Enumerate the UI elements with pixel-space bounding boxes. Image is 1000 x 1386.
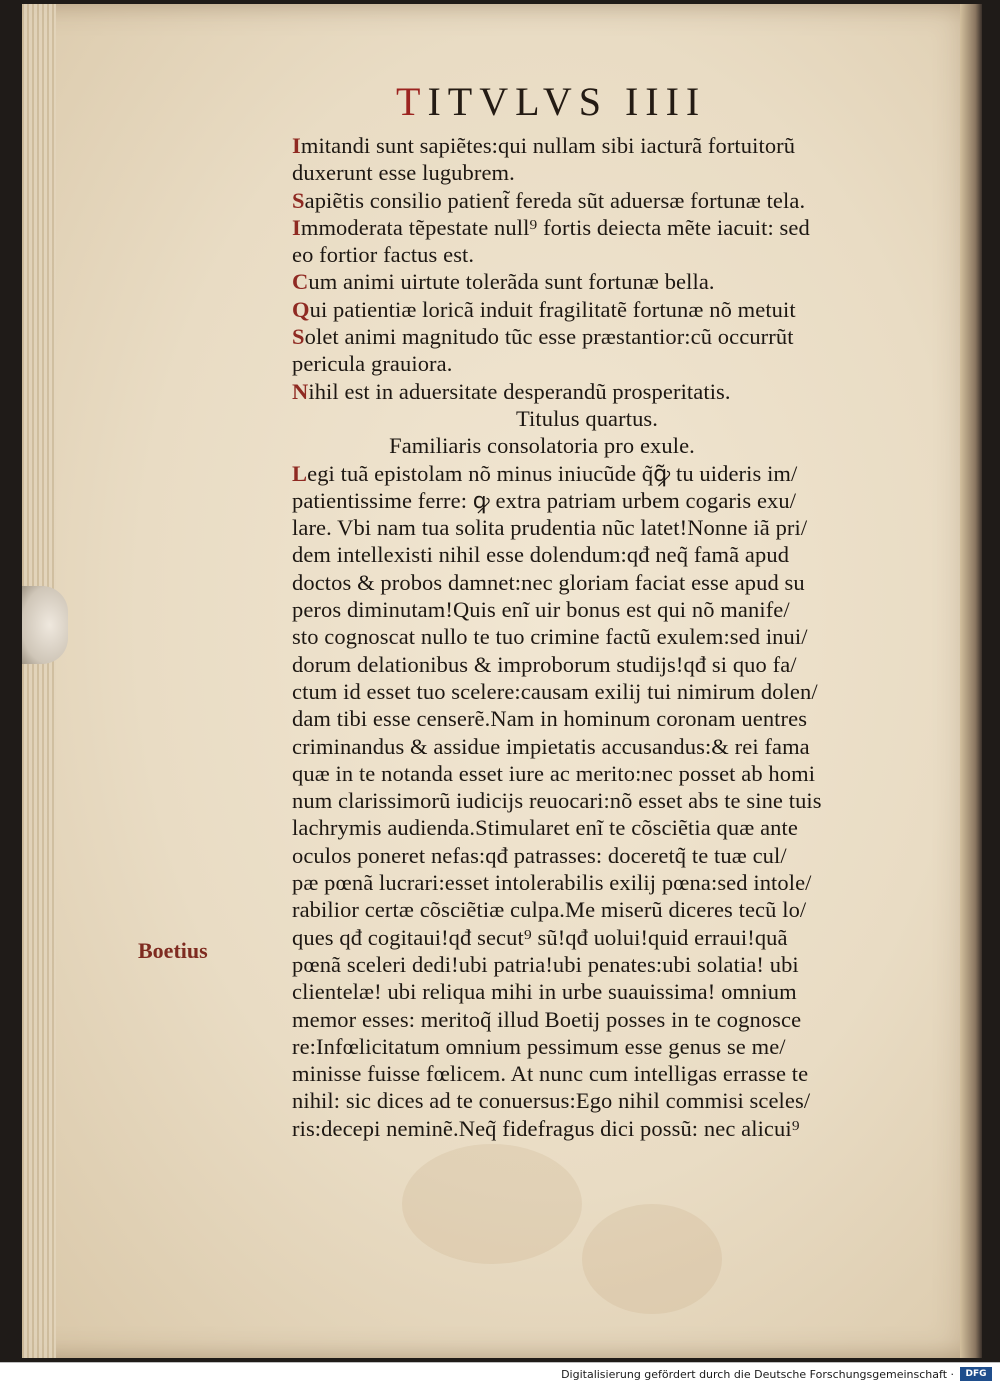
- text-line: [292, 896, 912, 923]
- rubric-initial: S: [292, 187, 305, 213]
- rubric-initial: I: [292, 214, 301, 240]
- text-block: [292, 132, 912, 1142]
- line-text: lare. Vbi nam tua solita prudentia nũc latet!Nonne iã pri/: [292, 515, 808, 541]
- text-line: [292, 651, 912, 678]
- text-line: [292, 350, 912, 377]
- text-line: [292, 842, 912, 869]
- book-clasp: [22, 586, 68, 664]
- text-line: [292, 596, 912, 623]
- line-text: nihil: sic dices ad te conuersus:Ego nihil commisi sceles/: [292, 1088, 811, 1114]
- text-line: [292, 187, 912, 214]
- text-line: [292, 460, 912, 487]
- line-text: ques qđ cogitaui!qđ secut⁹ sũ!qđ uolui!quid erraui!quã: [292, 924, 788, 950]
- line-text: sto cognoscat nullo te tuo crimine factũ exulem:sed inui/: [292, 624, 808, 650]
- line-text: pericula grauiora.: [292, 351, 453, 377]
- text-line: [292, 787, 912, 814]
- page-gutter-right: [960, 4, 982, 1358]
- text-line: [292, 296, 912, 323]
- text-line: [292, 678, 912, 705]
- line-text: eo fortior factus est.: [292, 242, 475, 268]
- text-line: [292, 924, 912, 951]
- text-line: [292, 733, 912, 760]
- page-edges-left: [22, 4, 56, 1358]
- line-text: ctum id esset tuo scelere:causam exilij tui nimirum dolen/: [292, 678, 818, 704]
- text-line: [292, 623, 912, 650]
- text-line: [292, 1060, 912, 1087]
- text-line: [292, 1087, 912, 1114]
- text-line: [292, 1033, 912, 1060]
- line-text: num clarissimorũ iudicijs reuocari:nõ esset abs te sine tuis: [292, 788, 822, 814]
- text-line: [292, 978, 912, 1005]
- text-line: [292, 241, 912, 268]
- rubric-initial: S: [292, 324, 305, 350]
- line-text: duxerunt esse lugubrem.: [292, 160, 515, 186]
- line-text: dam tibi esse censerẽ.Nam in hominum coronam uentres: [292, 706, 808, 732]
- text-line: [292, 268, 912, 295]
- line-text: apiẽtis consilio patient̃ fereda sũt aduersæ fortunæ tela.: [304, 187, 806, 213]
- paper-stain: [582, 1204, 722, 1314]
- line-text: patientissime ferre: ꝙ extra patriam urbem cogaris exu/: [292, 487, 797, 513]
- line-text: doctos & probos damnet:nec gloriam faciat esse apud su: [292, 569, 805, 595]
- text-line: [292, 432, 912, 459]
- line-text: quæ in te notanda esset iure ac merito:nec posset ab homi: [292, 760, 816, 786]
- text-line: [292, 405, 912, 432]
- line-text: dem intellexisti nihil esse dolendum:qđ neq̃ famã apud: [292, 542, 790, 568]
- rubric-initial: I: [292, 133, 301, 158]
- text-line: [292, 569, 912, 596]
- title-initial: T: [396, 79, 428, 124]
- text-line: [292, 1115, 912, 1142]
- line-text: lachrymis audienda.Stimularet enĩ te cõsciẽtia quæ ante: [292, 815, 798, 841]
- line-text: ihil est in aduersitate desperandũ prosperitatis.: [308, 378, 731, 404]
- rubric-initial: Q: [292, 296, 310, 322]
- text-line: [292, 1006, 912, 1033]
- rubric-initial: C: [292, 269, 309, 295]
- line-text: olet animi magnitudo tũc esse præstantior:cũ occurrũt: [304, 324, 794, 350]
- line-text: rabilior certæ cõsciẽtiæ culpa.Me miserũ diceres tecũ lo/: [292, 897, 807, 923]
- text-line: [292, 159, 912, 186]
- line-text: memor esses: meritoq̃ illud Boetij posses in te cognosce: [292, 1006, 802, 1032]
- text-line: [292, 541, 912, 568]
- line-text: Titulus quartus.: [515, 405, 659, 431]
- line-text: Familiaris consolatoria pro exule.: [389, 433, 695, 459]
- running-title: [396, 78, 707, 125]
- line-text: criminandus & assidue impietatis accusandus:& rei fama: [292, 733, 810, 759]
- rubric-initial: N: [292, 378, 309, 404]
- text-line: [292, 132, 912, 159]
- text-line: [292, 814, 912, 841]
- text-line: [292, 760, 912, 787]
- rubric-initial: L: [292, 460, 308, 486]
- text-line: [292, 514, 912, 541]
- line-text: mmoderata tẽpestate null⁹ fortis deiecta mẽte iacuit: sed: [300, 214, 810, 240]
- text-line: [292, 323, 912, 350]
- line-text: pœnã sceleri dedi!ubi patria!ubi penates:ubi solatia! ubi: [292, 951, 799, 977]
- margin-note: Boetius: [138, 938, 208, 963]
- paper-stain: [402, 1144, 582, 1264]
- line-text: minisse fuisse fœlicem. At nunc cum intelligas errasse te: [292, 1061, 809, 1087]
- text-line: [292, 214, 912, 241]
- line-text: mitandi sunt sapiẽtes:qui nullam sibi iacturã fortuitorũ: [300, 133, 796, 158]
- text-line: [292, 487, 912, 514]
- text-line: [292, 869, 912, 896]
- line-text: ui patientiæ loricã induit fragilitatẽ fortunæ nõ metuit: [309, 296, 796, 322]
- line-text: ris:decepi neminẽ.Neq̃ fidefragus dici possũ: nec alicui⁹: [292, 1115, 800, 1141]
- dfg-logo: DFG: [960, 1367, 992, 1381]
- line-text: re:Infœlicitatum omnium pessimum esse genus se me/: [292, 1033, 786, 1059]
- text-line: [292, 705, 912, 732]
- text-line: [292, 378, 912, 405]
- line-text: pæ pœnã lucrari:esset intolerabilis exilij pœna:sed intole/: [292, 870, 812, 896]
- line-text: um animi uirtute tolerãda sunt fortunæ bella.: [308, 269, 715, 295]
- text-line: [292, 951, 912, 978]
- line-text: clientelæ! ubi reliqua mihi in urbe suauissima! omnium: [292, 979, 797, 1005]
- footer-bar: [0, 1362, 1000, 1386]
- line-text: egi tuã epistolam nõ minus iniucũde q̃ꝙ̃ tu uideris im/: [307, 460, 798, 486]
- line-text: peros diminutam!Quis enĩ uir bonus est qui nõ manife/: [292, 597, 790, 623]
- title-rest: ITVLVS IIII: [427, 79, 707, 124]
- line-text: dorum delationibus & improborum studijs!qđ si quo fa/: [292, 651, 797, 677]
- footer-credit: Digitalisierung gefördert durch die Deutsche Forschungsgemeinschaft ·: [561, 1368, 954, 1381]
- line-text: oculos poneret nefas:qđ patrasses: doceretq̃ te tuæ cul/: [292, 842, 787, 868]
